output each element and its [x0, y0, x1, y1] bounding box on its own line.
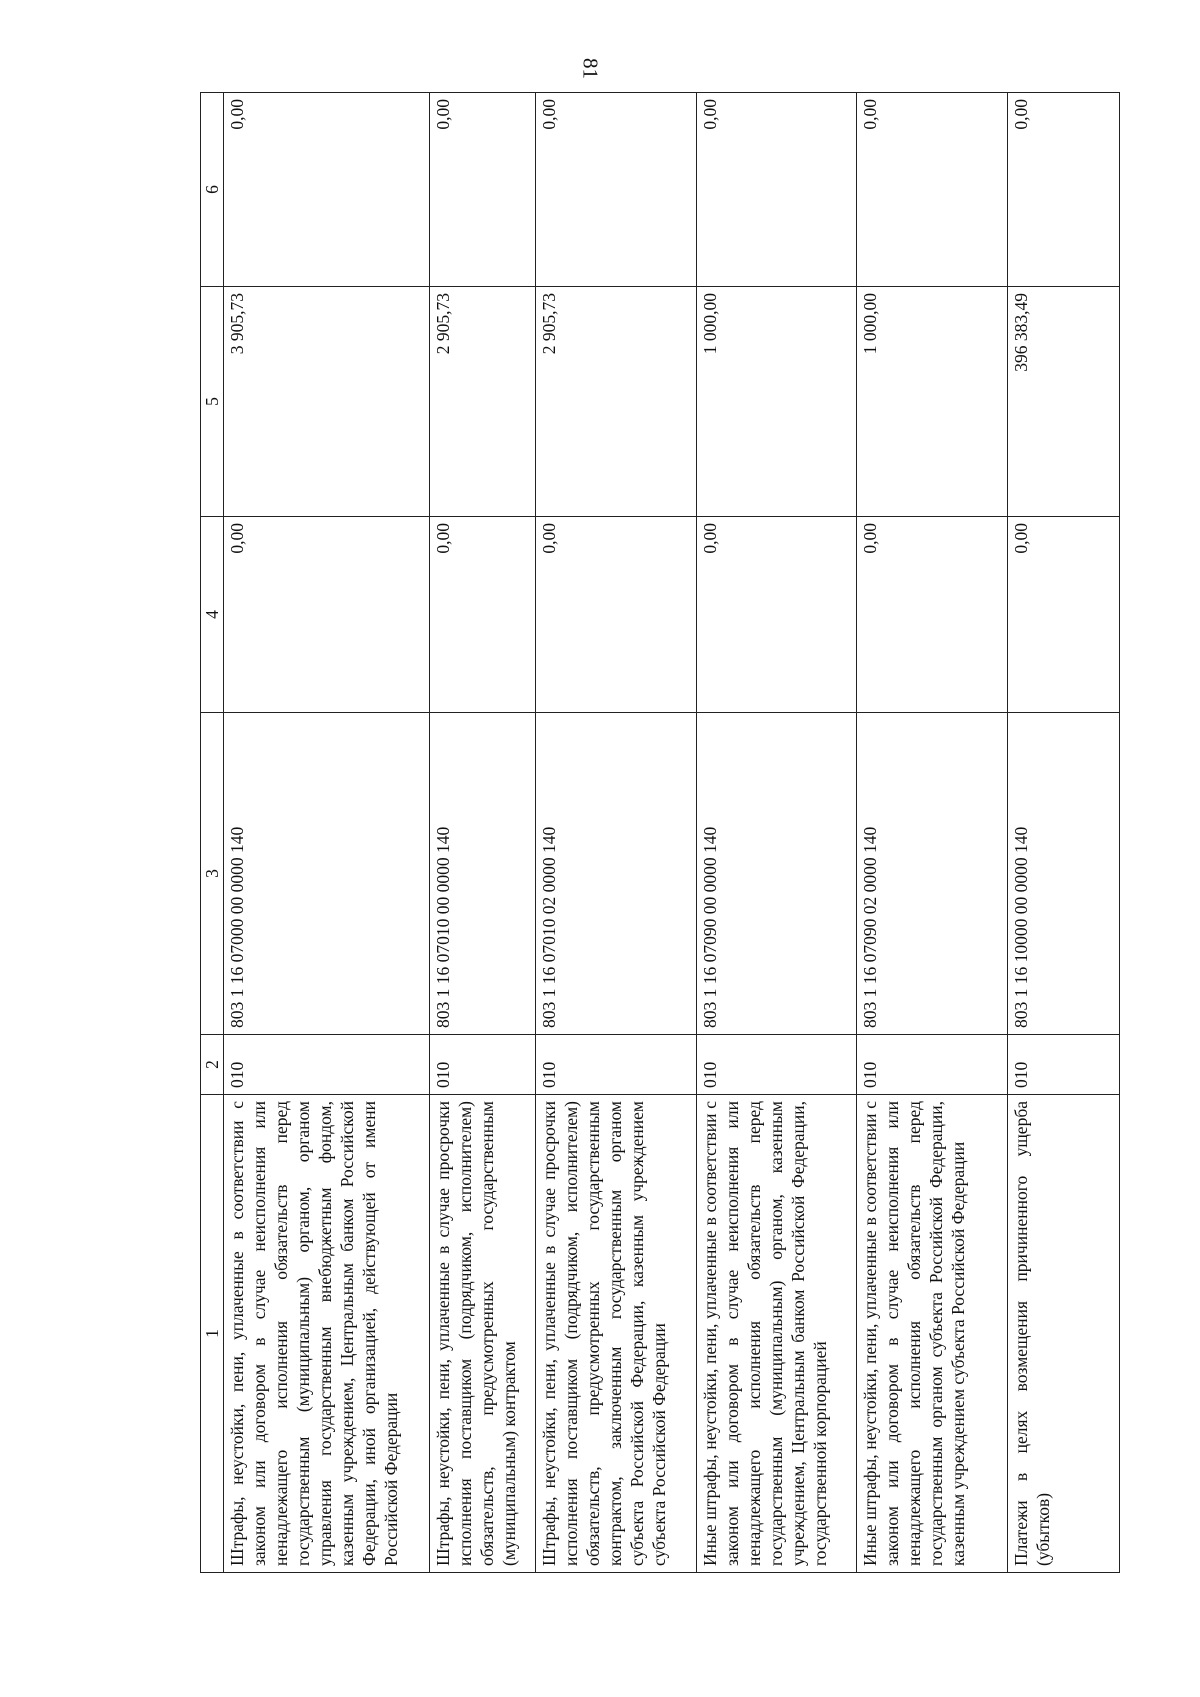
table-row — [1007, 93, 1119, 1573]
table-header-row — [201, 93, 224, 1573]
row-col5-value: 1 000,00 — [696, 287, 857, 517]
row-col5-value: 1 000,00 — [857, 287, 1007, 517]
row-col4-value: 0,00 — [696, 517, 857, 713]
row-col6-value: 0,00 — [429, 93, 535, 287]
row-col6-value: 0,00 — [696, 93, 857, 287]
row-line-code: 010 — [224, 1035, 430, 1095]
row-description: Штрафы, неустойки, пени, уплаченные в случае просрочки исполнения поставщиком (подрядчиком, исполнителем) обязательств, предусмотренных государственным контрактом, заключенным государственным органом субъекта Российской Федерации, казенным учреждением субъекта Российской Федерации — [536, 1095, 697, 1573]
row-col4-value: 0,00 — [857, 517, 1007, 713]
row-description: Иные штрафы, неустойки, пени, уплаченные в соответствии с законом или договором в случае неисполнения или ненадлежащего исполнения обязательств перед государственным органом субъекта Российской Федерации, казенным учреждением субъекта Российской Федерации — [857, 1095, 1007, 1573]
row-budget-code: 803 1 16 07090 02 0000 140 — [857, 713, 1007, 1035]
table-row — [429, 93, 535, 1573]
row-col5-value: 2 905,73 — [429, 287, 535, 517]
row-budget-code: 803 1 16 07010 00 0000 140 — [429, 713, 535, 1035]
row-col6-value: 0,00 — [224, 93, 430, 287]
row-budget-code: 803 1 16 07010 02 0000 140 — [536, 713, 697, 1035]
column-header-6: 6 — [201, 93, 224, 287]
column-header-5: 5 — [201, 287, 224, 517]
column-header-1: 1 — [201, 1095, 224, 1573]
row-line-code: 010 — [696, 1035, 857, 1095]
row-col6-value: 0,00 — [1007, 93, 1119, 287]
column-header-2: 2 — [201, 1035, 224, 1095]
page-number: 81 — [578, 58, 603, 79]
row-col6-value: 0,00 — [857, 93, 1007, 287]
row-line-code: 010 — [857, 1035, 1007, 1095]
row-col6-value: 0,00 — [536, 93, 697, 287]
row-line-code: 010 — [1007, 1035, 1119, 1095]
rotated-table-container — [200, 93, 1120, 1573]
row-line-code: 010 — [536, 1035, 697, 1095]
column-header-3: 3 — [201, 713, 224, 1035]
row-description: Штрафы, неустойки, пени, уплаченные в случае просрочки исполнения поставщиком (подрядчиком, исполнителем) обязательств, предусмотренных государственным (муниципальным) контрактом — [429, 1095, 535, 1573]
row-col5-value: 2 905,73 — [536, 287, 697, 517]
row-description: Платежи в целях возмещения причиненного ущерба (убытков) — [1007, 1095, 1119, 1573]
row-col4-value: 0,00 — [429, 517, 535, 713]
row-col4-value: 0,00 — [1007, 517, 1119, 713]
table-row — [224, 93, 430, 1573]
table-row — [857, 93, 1007, 1573]
budget-revenue-table — [200, 92, 1120, 1573]
row-budget-code: 803 1 16 07000 00 0000 140 — [224, 713, 430, 1035]
row-col5-value: 3 905,73 — [224, 287, 430, 517]
row-col5-value: 396 383,49 — [1007, 287, 1119, 517]
row-budget-code: 803 1 16 10000 00 0000 140 — [1007, 713, 1119, 1035]
row-col4-value: 0,00 — [536, 517, 697, 713]
column-header-4: 4 — [201, 517, 224, 713]
row-line-code: 010 — [429, 1035, 535, 1095]
row-budget-code: 803 1 16 07090 00 0000 140 — [696, 713, 857, 1035]
table-row — [696, 93, 857, 1573]
row-col4-value: 0,00 — [224, 517, 430, 713]
table-row — [536, 93, 697, 1573]
row-description: Иные штрафы, неустойки, пени, уплаченные в соответствии с законом или договором в случае неисполнения или ненадлежащего исполнения обязательств перед государственным (муниципальным) органом, казенным учреждением, Центральным банком Российской Федерации, государственной корпорацией — [696, 1095, 857, 1573]
row-description: Штрафы, неустойки, пени, уплаченные в соответствии с законом или договором в случае неисполнения или ненадлежащего исполнения обязательств перед государственным (муниципальным) органом, органом управления государственным внебюджетным фондом, казенным учреждением, Центральным банком Российской Федерации, иной организацией, действующей от имени Российской Федерации — [224, 1095, 430, 1573]
